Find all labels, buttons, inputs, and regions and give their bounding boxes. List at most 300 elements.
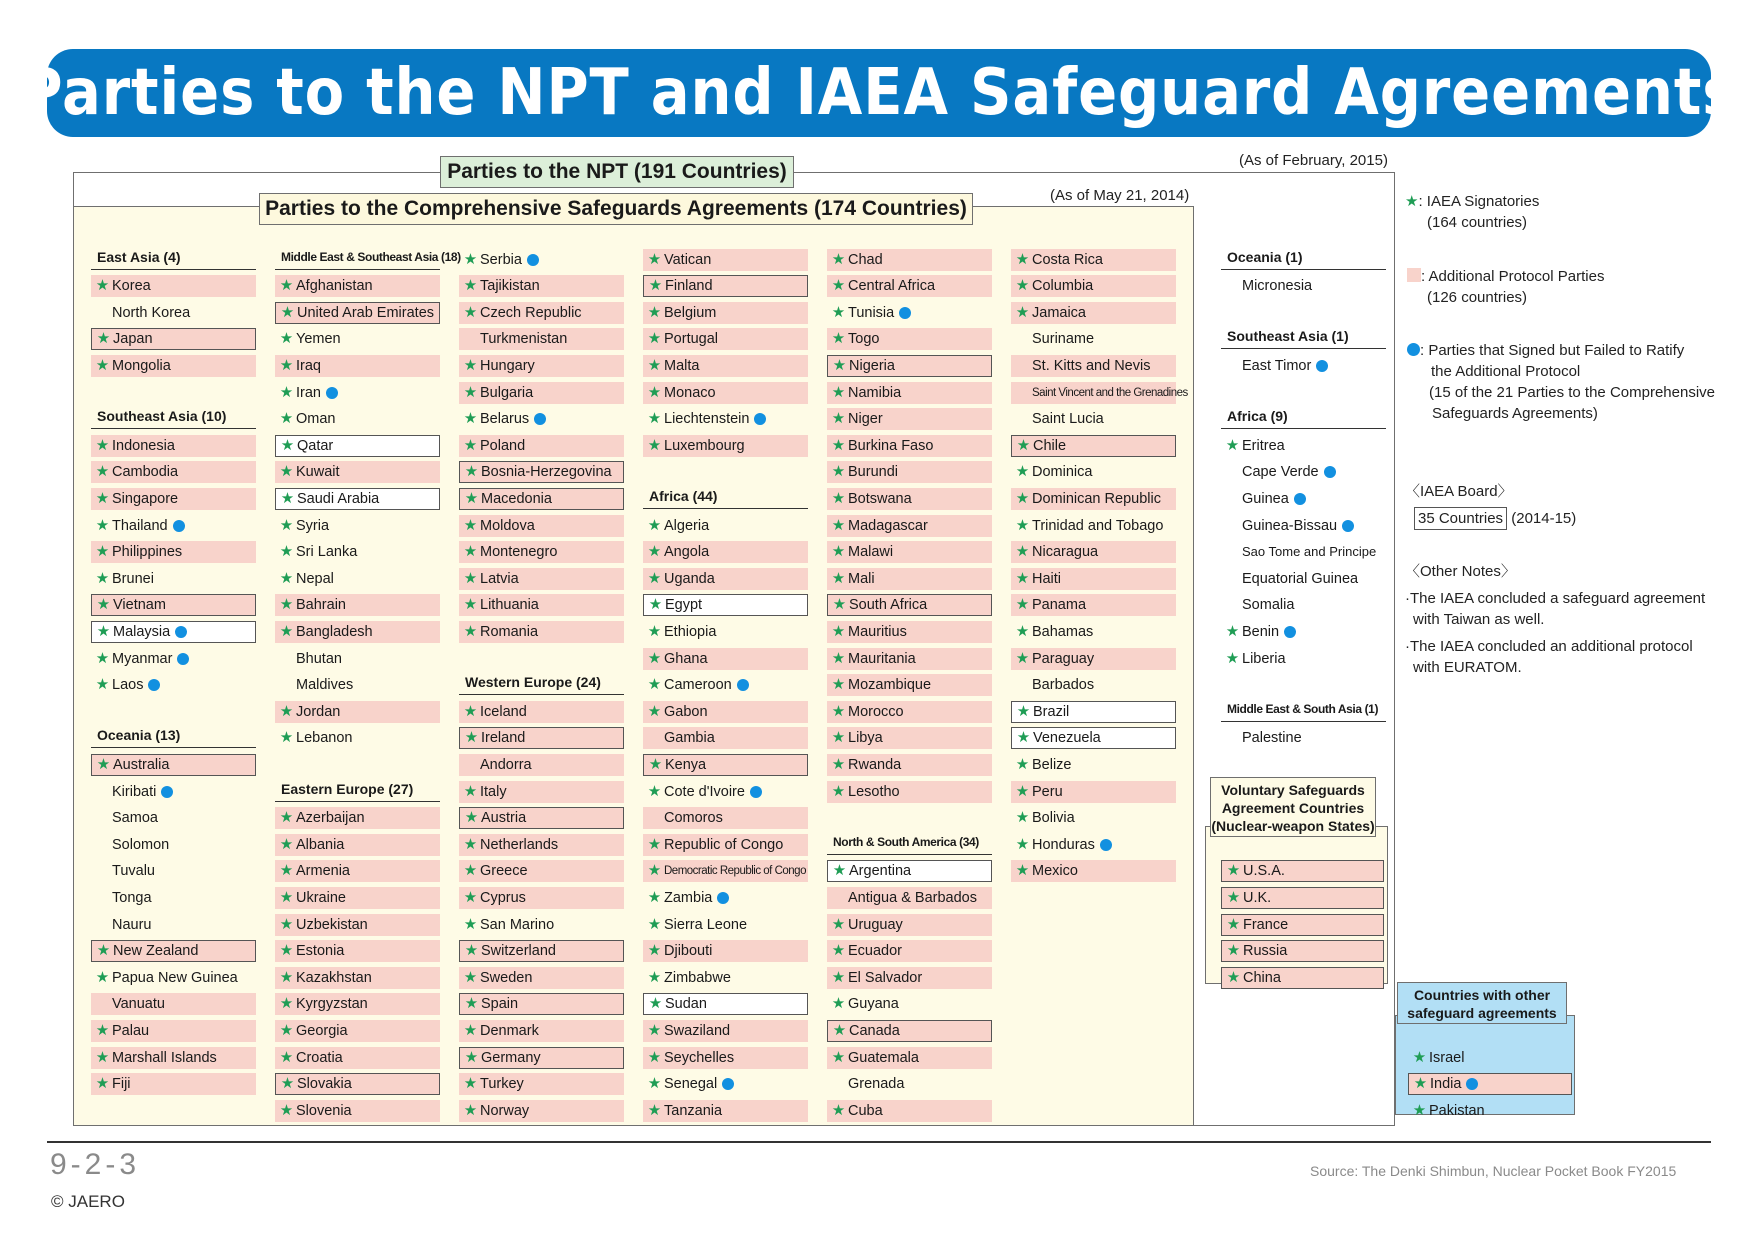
star-icon: ★ [463,277,478,295]
star-icon: ★ [1413,1075,1428,1093]
country-name: Cambodia [112,464,179,481]
group-header [1221,700,1386,722]
country-row [827,568,992,590]
country-name: Sierra Leone [664,916,748,933]
country-row [459,940,624,962]
country-row [275,488,440,510]
country-row [91,302,256,324]
country-name: Democratic Republic of Congo [664,865,806,878]
country-row [827,408,992,430]
star-icon: ★ [95,649,110,667]
country-name: Russia [1243,943,1288,960]
star-icon: ★ [95,436,110,454]
country-name: U.S.A. [1243,863,1285,880]
npt-label: Parties to the NPT (191 Countries) [440,156,794,188]
star-icon: ★ [831,516,846,534]
star-icon: ★ [463,782,478,800]
country-name: Belgium [664,304,717,321]
country-name: Jamaica [1032,304,1086,321]
star-icon: ★ [647,942,662,960]
star-icon: ★ [647,436,662,454]
country-name: Argentina [849,863,912,880]
country-row [643,914,808,936]
country-row [643,993,808,1015]
group-name: Middle East & Southeast Asia [281,249,439,264]
group-count: (10) [197,408,227,425]
group-header [643,487,808,509]
country-row [459,302,624,324]
country-name: Mauritius [848,623,907,640]
country-name: Kiribati [112,783,157,800]
country-name: Malawi [848,544,894,561]
star-icon: ★ [647,862,662,880]
country-name: Saint Lucia [1032,411,1104,428]
star-icon: ★ [1016,436,1031,454]
country-row [91,1020,256,1042]
country-row [827,781,992,803]
country-row [91,887,256,909]
star-icon: ★ [464,489,479,507]
star-icon: ★ [279,383,294,401]
country-name: Romania [480,623,539,640]
country-name: Bangladesh [296,623,373,640]
country-row [827,488,992,510]
country-row [1011,408,1176,430]
other-agreements-label [1397,982,1567,1024]
star-icon: ★ [831,622,846,640]
star-icon: ★ [647,516,662,534]
country-name: Mongolia [112,357,171,374]
source-note: Source: The Denki Shimbun, Nuclear Pocket Book FY2015 [1310,1163,1677,1179]
country-name: Sao Tome and Principe [1242,544,1377,560]
country-name: Somalia [1242,597,1295,614]
star-icon: ★ [647,1101,662,1119]
star-icon: ★ [96,330,111,348]
country-name: Zambia [664,889,713,906]
star-icon: ★ [464,463,479,481]
star-icon: ★ [279,888,294,906]
country-row [275,302,440,324]
country-name: Philippines [112,544,183,561]
country-row [91,568,256,590]
star-icon: ★ [1015,489,1030,507]
country-row [275,382,440,404]
country-name: Tajikistan [480,278,540,295]
star-icon: ★ [95,277,110,295]
country-name: Belize [1032,756,1072,773]
country-name: Pakistan [1429,1102,1485,1119]
country-name: New Zealand [113,943,199,960]
country-name: Comoros [664,810,723,827]
country-name: Tuvalu [112,863,155,880]
star-icon: ★ [463,968,478,986]
country-row [91,754,256,776]
country-row [643,621,808,643]
country-name: Albania [296,836,345,853]
star-icon: ★ [1226,915,1241,933]
country-name: Kenya [665,756,707,773]
country-row [91,967,256,989]
country-name: Venezuela [1033,730,1101,747]
star-icon: ★ [1015,755,1030,773]
star-icon: ★ [280,489,295,507]
group-header [275,780,440,802]
country-row [1221,435,1386,457]
country-name: Brazil [1033,703,1070,720]
country-row [91,541,256,563]
group-count: (27) [384,780,414,797]
country-name: Laos [112,677,144,694]
star-icon: ★ [647,1075,662,1093]
country-row [91,328,256,350]
star-icon: ★ [463,516,478,534]
country-row [275,435,440,457]
country-name: Malta [664,357,700,374]
country-row [827,1073,992,1095]
country-name: Oman [296,411,336,428]
country-name: Bulgaria [480,384,534,401]
country-row [1011,275,1176,297]
group-count: (24) [572,674,601,691]
group-name: Southeast Asia [97,408,198,425]
voluntary-label-line: Voluntary Safeguards [1221,782,1365,798]
country-row [275,1100,440,1122]
country-row [1221,940,1384,962]
country-row [1011,674,1176,696]
country-row [1011,355,1176,377]
country-row [91,275,256,297]
country-row [643,435,808,457]
country-row [91,648,256,670]
group-count: (9) [1266,408,1288,425]
star-icon: ★ [279,330,294,348]
country-row [827,674,992,696]
country-name: Grenada [848,1076,905,1093]
country-row [643,1073,808,1095]
star-icon: ★ [831,782,846,800]
group-count: (1) [1327,328,1349,345]
country-name: Norway [480,1102,530,1119]
page-title: Parties to the NPT and IAEA Safeguard Agreements [20,56,1738,130]
country-name: Belarus [480,411,530,428]
star-icon: ★ [95,968,110,986]
country-name: Zimbabwe [664,969,731,986]
country-row [827,1020,992,1042]
board-count: 35 Countries [1414,507,1507,530]
country-name: Netherlands [480,836,559,853]
blue-dot-icon [1294,493,1306,505]
group-count: (4) [159,248,181,265]
star-icon: ★ [463,702,478,720]
group-name: Middle East & South Asia [1227,701,1362,716]
country-row [91,860,256,882]
country-name: Iran [296,384,321,401]
blue-dot-icon [1316,360,1328,372]
country-name: Palestine [1242,730,1302,747]
legend-text: 〈Other Notes〉 [1405,563,1516,580]
country-row [643,382,808,404]
voluntary-label [1210,777,1376,837]
country-name: Italy [480,783,507,800]
country-row [1011,860,1176,882]
country-name: Macedonia [481,490,552,507]
country-name: Cape Verde [1242,464,1319,481]
country-row [459,754,624,776]
country-row [827,594,992,616]
star-icon: ★ [647,1021,662,1039]
country-row [827,355,992,377]
country-name: Germany [481,1049,541,1066]
other-label-line: Countries with other [1413,987,1551,1003]
country-row [643,727,808,749]
country-name: Montenegro [480,544,558,561]
country-name: Bosnia-Herzegovina [481,464,612,481]
country-name: Malaysia [113,623,171,640]
country-row [275,727,440,749]
country-row [459,382,624,404]
country-name: Columbia [1032,278,1094,295]
country-row [275,807,440,829]
star-icon: ★ [831,676,846,694]
star-icon: ★ [647,250,662,268]
other-label-line: safeguard agreements [1407,1005,1557,1021]
group-name: Southeast Asia [1227,328,1328,345]
country-name: Chile [1033,437,1067,454]
blue-dot-icon [737,679,749,691]
country-row [91,1073,256,1095]
star-icon: ★ [647,303,662,321]
country-name: Yemen [296,331,341,348]
star-icon: ★ [831,755,846,773]
country-row [1011,807,1176,829]
country-row [459,541,624,563]
country-name: Guatemala [848,1049,919,1066]
legend-text: (126 countries) [1427,289,1528,306]
country-name: Dominican Republic [1032,490,1161,507]
country-name: Tonga [112,889,152,906]
blue-dot-icon [1407,343,1420,356]
star-icon: ★ [647,410,662,428]
blue-dot-icon [1342,520,1354,532]
legend-text: with EURATOM. [1413,659,1522,676]
star-icon: ★ [1412,1101,1427,1119]
star-icon: ★ [1016,702,1031,720]
country-row [91,515,256,537]
country-name: Libya [848,730,883,747]
country-name: Palau [112,1022,150,1039]
star-icon: ★ [1225,622,1240,640]
country-row [275,940,440,962]
group-count: (34) [956,834,979,849]
star-icon: ★ [463,436,478,454]
star-icon: ★ [1412,1048,1427,1066]
star-icon: ★ [279,1021,294,1039]
country-name: Serbia [480,251,522,268]
country-row [1011,488,1176,510]
legend-text: (164 countries) [1427,214,1528,231]
star-icon: ★ [96,596,111,614]
country-name: Costa Rica [1032,251,1103,268]
star-icon: ★ [279,516,294,534]
country-row [275,1020,440,1042]
star-icon: ★ [647,702,662,720]
group-name: Oceania [97,727,152,744]
country-name: Monaco [664,384,716,401]
star-icon: ★ [1405,193,1419,210]
country-row [1221,727,1386,749]
star-icon: ★ [463,383,478,401]
star-icon: ★ [463,596,478,614]
figure-code: 9-2-3 [50,1148,141,1181]
country-row [1011,781,1176,803]
country-row [1011,302,1176,324]
star-icon: ★ [647,835,662,853]
blue-dot-icon [175,626,187,638]
country-name: Switzerland [481,943,556,960]
group-name: Africa [649,487,689,504]
country-name: Marshall Islands [112,1049,217,1066]
star-icon: ★ [96,942,111,960]
as-of-main: (As of February, 2015) [1239,152,1388,169]
country-row [643,1100,808,1122]
country-row [275,594,440,616]
country-name: Portugal [664,331,719,348]
star-icon: ★ [464,809,479,827]
blue-dot-icon [1284,626,1296,638]
country-name: Singapore [112,490,179,507]
star-icon: ★ [279,835,294,853]
country-row [643,1020,808,1042]
country-name: Eritrea [1242,437,1285,454]
star-icon: ★ [1226,888,1241,906]
star-icon: ★ [279,1048,294,1066]
group-count: (1) [1281,248,1303,265]
country-name: Algeria [664,517,710,534]
star-icon: ★ [648,755,663,773]
group-header [1221,327,1386,349]
country-row [459,1020,624,1042]
country-name: U.K. [1243,889,1272,906]
country-row [643,648,808,670]
country-row [1011,834,1176,856]
group-name: Eastern Europe [281,780,385,797]
star-icon: ★ [1225,649,1240,667]
country-name: Austria [481,810,527,827]
as-of-csa: (As of May 21, 2014) [1050,187,1190,204]
country-row [275,967,440,989]
country-name: Uruguay [848,916,903,933]
group-header [827,833,992,855]
star-icon: ★ [463,356,478,374]
star-icon: ★ [279,277,294,295]
country-row [1011,249,1176,271]
country-row [275,834,440,856]
country-row [91,993,256,1015]
country-row [91,914,256,936]
star-icon: ★ [463,862,478,880]
blue-dot-icon [326,387,338,399]
country-name: Guinea-Bissau [1242,517,1338,534]
star-icon: ★ [463,303,478,321]
country-row [827,541,992,563]
country-name: Barbados [1032,677,1095,694]
blue-dot-icon [527,254,539,266]
country-row [459,781,624,803]
country-name: Djibouti [664,943,713,960]
legend-text: (2014-15) [1511,510,1577,527]
country-row [1011,541,1176,563]
blue-dot-icon [148,679,160,691]
star-icon: ★ [280,436,295,454]
country-name: Gabon [664,703,708,720]
country-name: Korea [112,278,151,295]
star-icon: ★ [647,383,662,401]
country-name: Indonesia [112,437,175,454]
country-name: San Marino [480,916,555,933]
country-row [643,568,808,590]
country-row [1011,461,1176,483]
group-header [459,673,624,695]
country-row [1221,568,1386,590]
country-name: Madagascar [848,517,928,534]
star-icon: ★ [463,888,478,906]
country-name: Lesotho [848,783,900,800]
country-row [643,594,808,616]
star-icon: ★ [463,1021,478,1039]
country-name: Mozambique [848,677,932,694]
country-name: Myanmar [112,650,173,667]
country-row [459,594,624,616]
country-name: Antigua & Barbados [848,889,977,906]
star-icon: ★ [831,277,846,295]
country-row [1221,887,1384,909]
country-row [459,515,624,537]
country-row [643,275,808,297]
legend-text: : IAEA Signatories [1418,193,1540,210]
country-row [827,1100,992,1122]
blue-dot-icon [754,413,766,425]
country-name: Ethiopia [664,623,717,640]
country-name: Vanuatu [112,996,165,1013]
country-name: Armenia [296,863,350,880]
country-row [643,701,808,723]
country-name: Senegal [664,1076,718,1093]
blue-dot-icon [161,786,173,798]
country-row [643,781,808,803]
country-row [827,754,992,776]
star-icon: ★ [95,1048,110,1066]
star-icon: ★ [95,1021,110,1039]
star-icon: ★ [95,676,110,694]
country-name: Kyrgyzstan [296,996,368,1013]
country-row [1221,967,1384,989]
country-row [275,914,440,936]
country-row [275,1073,440,1095]
star-icon: ★ [831,303,846,321]
star-icon: ★ [647,622,662,640]
blue-dot-icon [173,520,185,532]
star-icon: ★ [96,622,111,640]
star-icon: ★ [1015,250,1030,268]
country-row [643,807,808,829]
country-name: Japan [113,331,153,348]
star-icon: ★ [831,463,846,481]
country-row [91,1047,256,1069]
star-icon: ★ [463,410,478,428]
country-name: Panama [1032,597,1087,614]
country-row [1011,754,1176,776]
star-icon: ★ [464,729,479,747]
